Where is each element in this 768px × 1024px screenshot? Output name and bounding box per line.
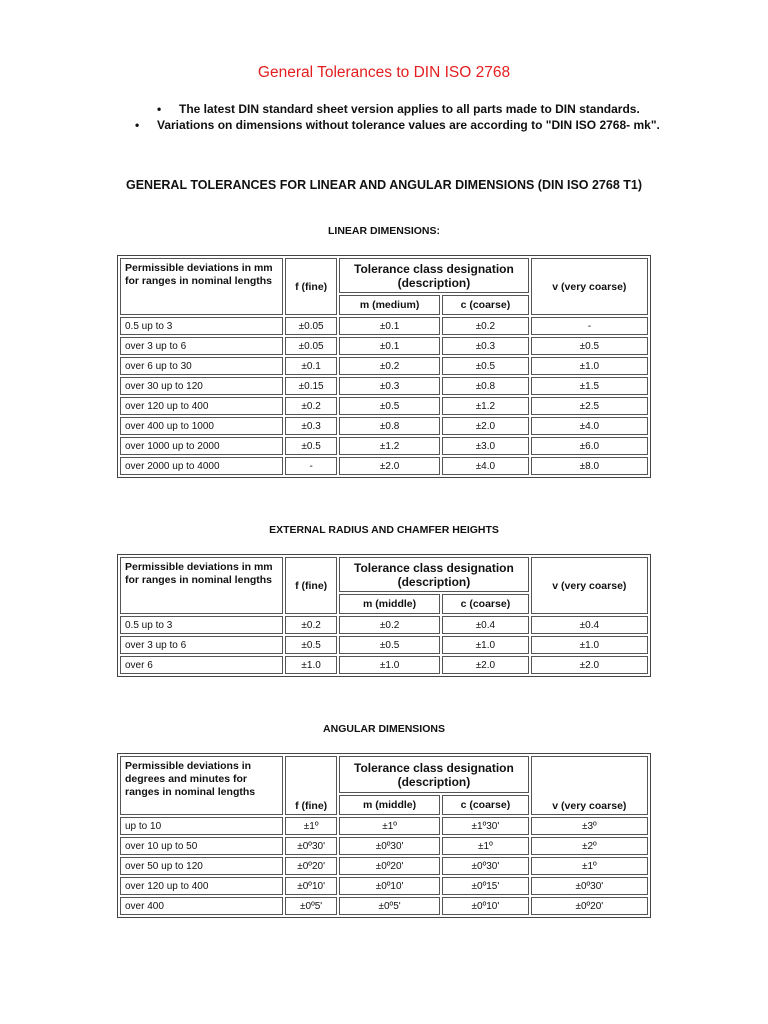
tolerance-value-cell: ±1º30' bbox=[442, 817, 529, 835]
range-cell: over 1000 up to 2000 bbox=[120, 437, 283, 455]
tolerance-value-cell: ±1º bbox=[339, 817, 440, 835]
col-medium-header: m (middle) bbox=[339, 795, 440, 815]
tolerance-value-cell: ±2.0 bbox=[531, 656, 648, 674]
tolerance-value-cell: ±0.4 bbox=[531, 616, 648, 634]
table-row bbox=[120, 417, 648, 435]
tolerance-value-cell: ±0.5 bbox=[339, 636, 440, 654]
tolerance-value-cell: ±0º5' bbox=[285, 897, 337, 915]
tolerance-value-cell: ±2.5 bbox=[531, 397, 648, 415]
table-row bbox=[120, 616, 648, 634]
tolerance-value-cell: ±0.15 bbox=[285, 377, 337, 395]
table-header-label: Permissible deviations in mm for ranges in nominal lengths bbox=[120, 557, 283, 614]
bullet-item bbox=[135, 118, 660, 132]
tolerance-value-cell: ±0º30' bbox=[339, 837, 440, 855]
table-row bbox=[120, 656, 648, 674]
tolerance-value-cell: ±0.05 bbox=[285, 337, 337, 355]
tolerance-value-cell: ±1º bbox=[531, 857, 648, 875]
angular-dimensions-heading: ANGULAR DIMENSIONS bbox=[323, 723, 445, 735]
range-cell: over 120 up to 400 bbox=[120, 397, 283, 415]
tolerance-value-cell: ±2.0 bbox=[442, 417, 529, 435]
table-row bbox=[120, 317, 648, 335]
range-cell: over 30 up to 120 bbox=[120, 377, 283, 395]
table-row bbox=[120, 897, 648, 915]
col-very-coarse-header: v (very coarse) bbox=[531, 557, 648, 614]
range-cell: over 2000 up to 4000 bbox=[120, 457, 283, 475]
range-cell: 0.5 up to 3 bbox=[120, 317, 283, 335]
tolerance-value-cell: ±0.1 bbox=[339, 337, 440, 355]
tolerance-value-cell: ±2º bbox=[531, 837, 648, 855]
tolerance-class-header: Tolerance class designation (description) bbox=[339, 557, 529, 592]
col-medium-header: m (medium) bbox=[339, 295, 440, 315]
tolerance-value-cell: ±1º bbox=[442, 837, 529, 855]
range-cell: over 400 up to 1000 bbox=[120, 417, 283, 435]
tolerance-value-cell: ±4.0 bbox=[442, 457, 529, 475]
bullet-dot-icon: • bbox=[157, 102, 162, 116]
tolerance-value-cell: ±8.0 bbox=[531, 457, 648, 475]
bullet-dot-icon: • bbox=[135, 118, 140, 132]
tolerance-value-cell: ±0.8 bbox=[339, 417, 440, 435]
tolerance-value-cell: ±0º10' bbox=[442, 897, 529, 915]
page-title: General Tolerances to DIN ISO 2768 bbox=[257, 64, 511, 81]
tolerance-value-cell: ±0.4 bbox=[442, 616, 529, 634]
tolerance-value-cell: ±0º20' bbox=[339, 857, 440, 875]
tolerance-value-cell: ±0º30' bbox=[442, 857, 529, 875]
tolerance-value-cell: ±3.0 bbox=[442, 437, 529, 455]
range-cell: over 120 up to 400 bbox=[120, 877, 283, 895]
range-cell: over 400 bbox=[120, 897, 283, 915]
bullet-text: The latest DIN standard sheet version applies to all parts made to DIN standards. bbox=[179, 102, 640, 116]
tolerance-value-cell: ±1.0 bbox=[531, 636, 648, 654]
table-row bbox=[120, 837, 648, 855]
tolerance-value-cell: ±1.0 bbox=[442, 636, 529, 654]
table-row bbox=[120, 457, 648, 475]
table-body bbox=[120, 616, 648, 674]
tolerance-value-cell: ±0.1 bbox=[339, 317, 440, 335]
tolerance-value-cell: ±1.2 bbox=[442, 397, 529, 415]
table-row bbox=[120, 857, 648, 875]
table-row bbox=[120, 877, 648, 895]
tolerance-value-cell: ±1.2 bbox=[339, 437, 440, 455]
tolerance-value-cell: ±0º5' bbox=[339, 897, 440, 915]
tolerance-value-cell: ±0.5 bbox=[285, 636, 337, 654]
col-fine-header: f (fine) bbox=[285, 258, 337, 315]
tolerance-value-cell: ±1.0 bbox=[531, 357, 648, 375]
tolerance-value-cell: ±1.5 bbox=[531, 377, 648, 395]
tolerance-value-cell: - bbox=[285, 457, 337, 475]
table-body bbox=[120, 817, 648, 915]
tolerance-value-cell: ±1.0 bbox=[339, 656, 440, 674]
tolerance-value-cell: ±6.0 bbox=[531, 437, 648, 455]
tolerance-value-cell: ±3º bbox=[531, 817, 648, 835]
table-body bbox=[120, 317, 648, 475]
table-row bbox=[120, 377, 648, 395]
tolerance-value-cell: ±1º bbox=[285, 817, 337, 835]
tolerance-value-cell: ±0.2 bbox=[285, 616, 337, 634]
tolerance-value-cell: ±0.3 bbox=[285, 417, 337, 435]
angular-dimensions-table bbox=[117, 753, 651, 918]
tolerance-value-cell: ±0.3 bbox=[339, 377, 440, 395]
col-very-coarse-header: v (very coarse) bbox=[531, 258, 648, 315]
table-row bbox=[120, 397, 648, 415]
tolerance-value-cell: ±0º30' bbox=[285, 837, 337, 855]
external-radius-table bbox=[117, 554, 651, 677]
tolerance-class-header: Tolerance class designation (description) bbox=[339, 756, 529, 793]
col-coarse-header: c (coarse) bbox=[442, 594, 529, 614]
bullet-item bbox=[157, 102, 640, 116]
table-row bbox=[120, 337, 648, 355]
tolerance-value-cell: ±0.3 bbox=[442, 337, 529, 355]
tolerance-value-cell: ±0.5 bbox=[285, 437, 337, 455]
tolerance-value-cell: ±0º20' bbox=[285, 857, 337, 875]
tolerance-class-header: Tolerance class designation (description) bbox=[339, 258, 529, 293]
tolerance-value-cell: ±1.0 bbox=[285, 656, 337, 674]
range-cell: over 6 bbox=[120, 656, 283, 674]
tolerance-value-cell: - bbox=[531, 317, 648, 335]
table-header-label: Permissible deviations in degrees and minutes for ranges in nominal lengths bbox=[120, 756, 283, 815]
col-fine-header: f (fine) bbox=[285, 557, 337, 614]
range-cell: over 50 up to 120 bbox=[120, 857, 283, 875]
tolerance-value-cell: ±0º20' bbox=[531, 897, 648, 915]
tolerance-value-cell: ±0.5 bbox=[442, 357, 529, 375]
range-cell: up to 10 bbox=[120, 817, 283, 835]
linear-dimensions-heading: LINEAR DIMENSIONS: bbox=[327, 225, 440, 237]
col-coarse-header: c (coarse) bbox=[442, 295, 529, 315]
tolerance-value-cell: ±0.2 bbox=[285, 397, 337, 415]
col-very-coarse-header: v (very coarse) bbox=[531, 756, 648, 815]
external-radius-heading: EXTERNAL RADIUS AND CHAMFER HEIGHTS bbox=[269, 524, 499, 536]
table-header-label: Permissible deviations in mm for ranges in nominal lengths bbox=[120, 258, 283, 315]
range-cell: over 10 up to 50 bbox=[120, 837, 283, 855]
table-row bbox=[120, 817, 648, 835]
tolerance-value-cell: ±0.1 bbox=[285, 357, 337, 375]
col-medium-header: m (middle) bbox=[339, 594, 440, 614]
tolerance-value-cell: ±4.0 bbox=[531, 417, 648, 435]
tolerance-value-cell: ±0.2 bbox=[442, 317, 529, 335]
tolerance-value-cell: ±0.2 bbox=[339, 357, 440, 375]
linear-dimensions-table bbox=[117, 255, 651, 478]
table-row bbox=[120, 636, 648, 654]
tolerance-value-cell: ±0º10' bbox=[285, 877, 337, 895]
bullet-text: Variations on dimensions without tolerance values are according to "DIN ISO 2768- mk". bbox=[157, 118, 660, 132]
tolerance-value-cell: ±2.0 bbox=[442, 656, 529, 674]
tolerance-value-cell: ±0.5 bbox=[339, 397, 440, 415]
tolerance-value-cell: ±0º30' bbox=[531, 877, 648, 895]
range-cell: over 6 up to 30 bbox=[120, 357, 283, 375]
table-row bbox=[120, 357, 648, 375]
col-fine-header: f (fine) bbox=[285, 756, 337, 815]
section-heading: GENERAL TOLERANCES FOR LINEAR AND ANGULAR DIMENSIONS (DIN ISO 2768 T1) bbox=[125, 178, 643, 192]
tolerance-value-cell: ±0.5 bbox=[531, 337, 648, 355]
table-row bbox=[120, 437, 648, 455]
range-cell: 0.5 up to 3 bbox=[120, 616, 283, 634]
tolerance-value-cell: ±0º10' bbox=[339, 877, 440, 895]
tolerance-value-cell: ±2.0 bbox=[339, 457, 440, 475]
tolerance-value-cell: ±0.8 bbox=[442, 377, 529, 395]
tolerance-value-cell: ±0.2 bbox=[339, 616, 440, 634]
range-cell: over 3 up to 6 bbox=[120, 337, 283, 355]
range-cell: over 3 up to 6 bbox=[120, 636, 283, 654]
tolerance-value-cell: ±0.05 bbox=[285, 317, 337, 335]
col-coarse-header: c (coarse) bbox=[442, 795, 529, 815]
tolerance-value-cell: ±0º15' bbox=[442, 877, 529, 895]
